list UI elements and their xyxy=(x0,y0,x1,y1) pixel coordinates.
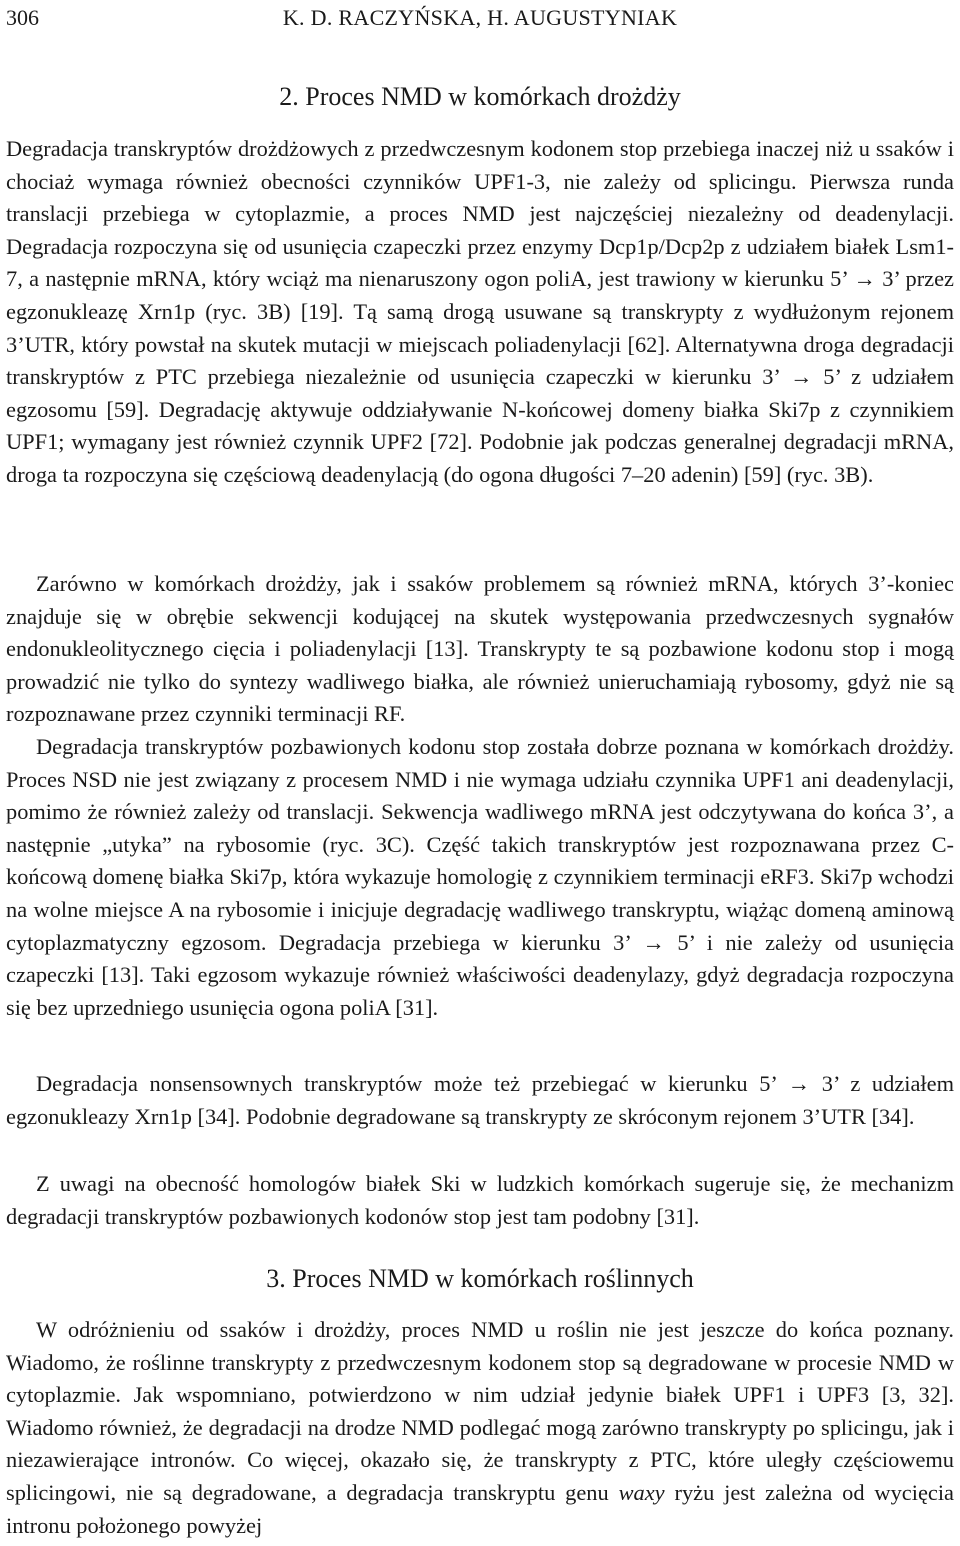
paragraph-text: Degradacja transkryptów pozbawionych kodonu stop została dobrze poznana w komórkach drożdży. Proces NSD nie jest związany z procesem NMD i nie wymaga udziału czynnika UPF1 ani deadenylacji, pomimo że również zależy od translacji. Sekwencja wadliwego mRNA jest odczytywana do końca 3’, a następnie „utyka” na rybosomie (ryc. 3C). Część takich transkryptów jest rozpoznawana przez C-końcową domenę białka Ski7p, która wykazuje homologię z czynnikiem terminacji eRF3. Ski7p wchodzi na wolne miejsce A na rybosomie i inicjuje degradację wadliwego transkryptu, wiążąc domeną aminową cytoplazmatyczny egzosom. Degradacja przebiega w kierunku 3’ → 5’ i nie zależy od usunięcia czapeczki [13]. Taki egzosom wykazuje również właściwości deadenylazy, gdyż degradacja rozpoczyna się bez uprzedniego usunięcia ogona poliA [31]. xyxy=(6,734,954,1020)
paragraph-text: Degradacja nonsensownych transkryptów może też przebiegać w kierunku 5’ → 3’ z udziałem egzonukleazy Xrn1p [34]. Podobnie degradowane są transkrypty ze skróconym rejonem 3’UTR [34]. xyxy=(6,1071,954,1129)
paragraph xyxy=(6,133,954,492)
paragraph xyxy=(6,731,954,1024)
paragraph xyxy=(6,568,954,731)
running-header xyxy=(0,4,960,32)
section-heading-yeast: 2. Proces NMD w komórkach drożdży xyxy=(279,82,681,111)
paragraph-text: Zarówno w komórkach drożdży, jak i ssaków problemem są również mRNA, których 3’-koniec znajduje się w obrębie sekwencji kodującej na skutek występowania przedwczesnych sygnałów endonukleolitycznego cięcia i poliadenylacji [13]. Transkrypty te są pozbawione kodonu stop i mogą prowadzić nie tylko do syntezy wadliwego białka, ale również unieruchamiają rybosomy, gdyż nie są rozpoznawane przez czynniki terminacji RF. xyxy=(6,571,954,727)
paragraph-text: Z uwagi na obecność homologów białek Ski w ludzkich komórkach sugeruje się, że mechanizm degradacji transkryptów pozbawionych kodonów stop jest tam podobny [31]. xyxy=(6,1171,954,1229)
paragraph-text: W odróżnieniu od ssaków i drożdży, proces NMD u roślin nie jest jeszcze do końca poznany. Wiadomo, że roślinne transkrypty z przedwczesnym kodonem stop są degradowane w procesie NMD w cytoplazmie. Jak wspomniano, potwierdzono w nim udział jedynie białek UPF1 i UPF3 [3, 32]. Wiadomo również, że degradacji na drodze NMD podlegać mogą zarówno transkrypty po splicingu, jak i niezawierające intronów. Co więcej, okazało się, że transkrypty z PTC, które uległy częściowemu splicingowi, nie są degradowane, a degradacja transkryptu genu waxy ryżu jest zależna od wycięcia intronu położonego powyżej xyxy=(6,1317,954,1538)
running-header-authors: K. D. RACZYŃSKA, H. AUGUSTYNIAK xyxy=(282,5,678,30)
gene-name: waxy xyxy=(618,1479,665,1505)
paragraph xyxy=(6,1168,954,1233)
paragraph xyxy=(6,1314,954,1542)
paragraph xyxy=(6,1068,954,1133)
section-heading-plants: 3. Proces NMD w komórkach roślinnych xyxy=(266,1264,694,1293)
page-number: 306 xyxy=(6,5,39,30)
paragraph-text: Degradacja transkryptów drożdżowych z przedwczesnym kodonem stop przebiega inaczej niż u ssaków i chociaż wymaga również obecności czynników UPF1-3, nie zależy od splicingu. Pierwsza runda translacji przebiega w cytoplazmie, a proces NMD jest najczęściej niezależny od deadenylacji. Degradacja rozpoczyna się od usunięcia czapeczki przez enzymy Dcp1p/Dcp2p z udziałem białek Lsm1-7, a następnie mRNA, który wciąż ma nienaruszony ogon poliA, jest trawiony w kierunku 5’ → 3’ przez egzonukleazę Xrn1p (ryc. 3B) [19]. Tą samą drogą usuwane są transkrypty z wydłużonym rejonem 3’UTR, który powstał na skutek mutacji w miejscach poliadenylacji [62]. Alternatywna droga degradacji transkryptów z PTC przebiega niezależnie od usunięcia czapeczki w kierunku 3’ → 5’ z udziałem egzosomu [59]. Degradację aktywuje oddziaływanie N-końcowej domeny białka Ski7p z czynnikiem UPF1; wymagany jest również czynnik UPF2 [72]. Podobnie jak podczas generalnej degradacji mRNA, droga ta rozpoczyna się częściową deadenylacją (do ogona długości 7–20 adenin) [59] (ryc. 3B). xyxy=(6,136,954,487)
